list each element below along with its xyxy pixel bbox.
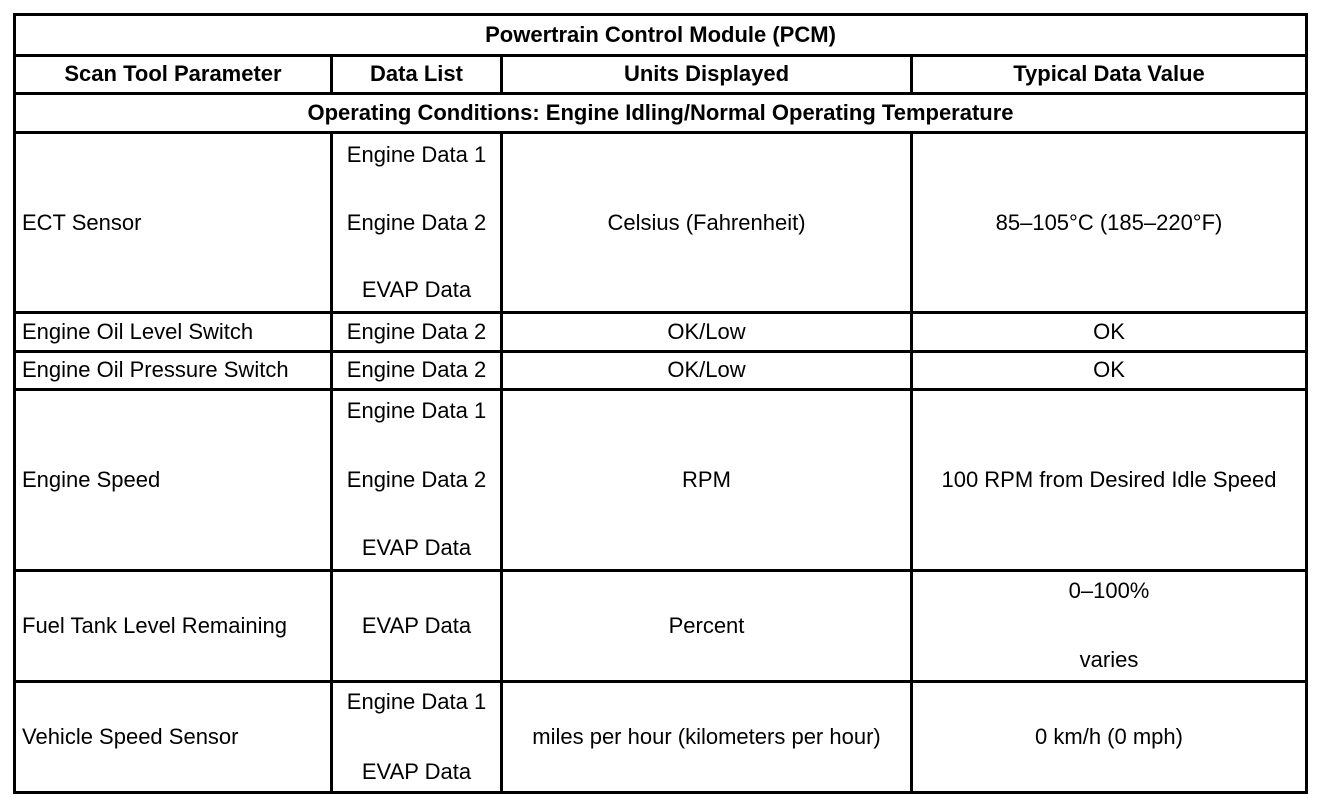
data-list-item: Engine Data 1: [346, 688, 487, 714]
title-row: [15, 15, 1307, 56]
parameter-cell: Engine Speed: [15, 389, 332, 570]
header-units-displayed: Units Displayed: [502, 55, 912, 93]
table-row: [15, 313, 1307, 351]
data-list-item: Engine Data 1: [346, 141, 487, 167]
header-data-list: Data List: [332, 55, 502, 93]
units-cell: OK/Low: [502, 351, 912, 389]
table-row: [15, 133, 1307, 313]
data-list-cell: [332, 389, 502, 570]
units-cell: Percent: [502, 570, 912, 681]
value-item: varies: [1079, 647, 1139, 673]
parameter-cell: Engine Oil Level Switch: [15, 313, 332, 351]
data-list-cell: Engine Data 2: [332, 351, 502, 389]
units-cell: RPM: [502, 389, 912, 570]
table-row: [15, 570, 1307, 681]
value-cell: [912, 570, 1307, 681]
data-list-item: EVAP Data: [361, 277, 472, 303]
data-list-cell: EVAP Data: [332, 570, 502, 681]
value-cell: 100 RPM from Desired Idle Speed: [912, 389, 1307, 570]
value-cell: 85–105°C (185–220°F): [912, 133, 1307, 313]
parameter-cell: ECT Sensor: [15, 133, 332, 313]
value-cell: 0 km/h (0 mph): [912, 681, 1307, 792]
data-list-item: EVAP Data: [361, 758, 472, 784]
data-list-item: Engine Data 2: [346, 209, 487, 235]
data-list-cell: [332, 133, 502, 313]
data-list-item: EVAP Data: [361, 534, 472, 560]
conditions-row: [15, 93, 1307, 132]
parameter-cell: Vehicle Speed Sensor: [15, 681, 332, 792]
units-cell: OK/Low: [502, 313, 912, 351]
operating-conditions: Operating Conditions: Engine Idling/Normal Operating Temperature: [15, 93, 1307, 132]
table-row: [15, 681, 1307, 792]
parameter-cell: Fuel Tank Level Remaining: [15, 570, 332, 681]
table-title: Powertrain Control Module (PCM): [15, 15, 1307, 56]
value-cell: OK: [912, 351, 1307, 389]
data-list-cell: [332, 681, 502, 792]
data-list-cell: Engine Data 2: [332, 313, 502, 351]
units-cell: miles per hour (kilometers per hour): [502, 681, 912, 792]
table-row: [15, 351, 1307, 389]
value-cell: OK: [912, 313, 1307, 351]
value-item: 0–100%: [1068, 577, 1150, 603]
units-cell: Celsius (Fahrenheit): [502, 133, 912, 313]
data-list-item: Engine Data 2: [346, 466, 487, 492]
parameter-cell: Engine Oil Pressure Switch: [15, 351, 332, 389]
header-scan-tool-parameter: Scan Tool Parameter: [15, 55, 332, 93]
table-row: [15, 389, 1307, 570]
header-typical-data-value: Typical Data Value: [912, 55, 1307, 93]
header-row: [15, 55, 1307, 93]
data-list-item: Engine Data 1: [346, 398, 487, 424]
pcm-data-table: [13, 13, 1308, 794]
